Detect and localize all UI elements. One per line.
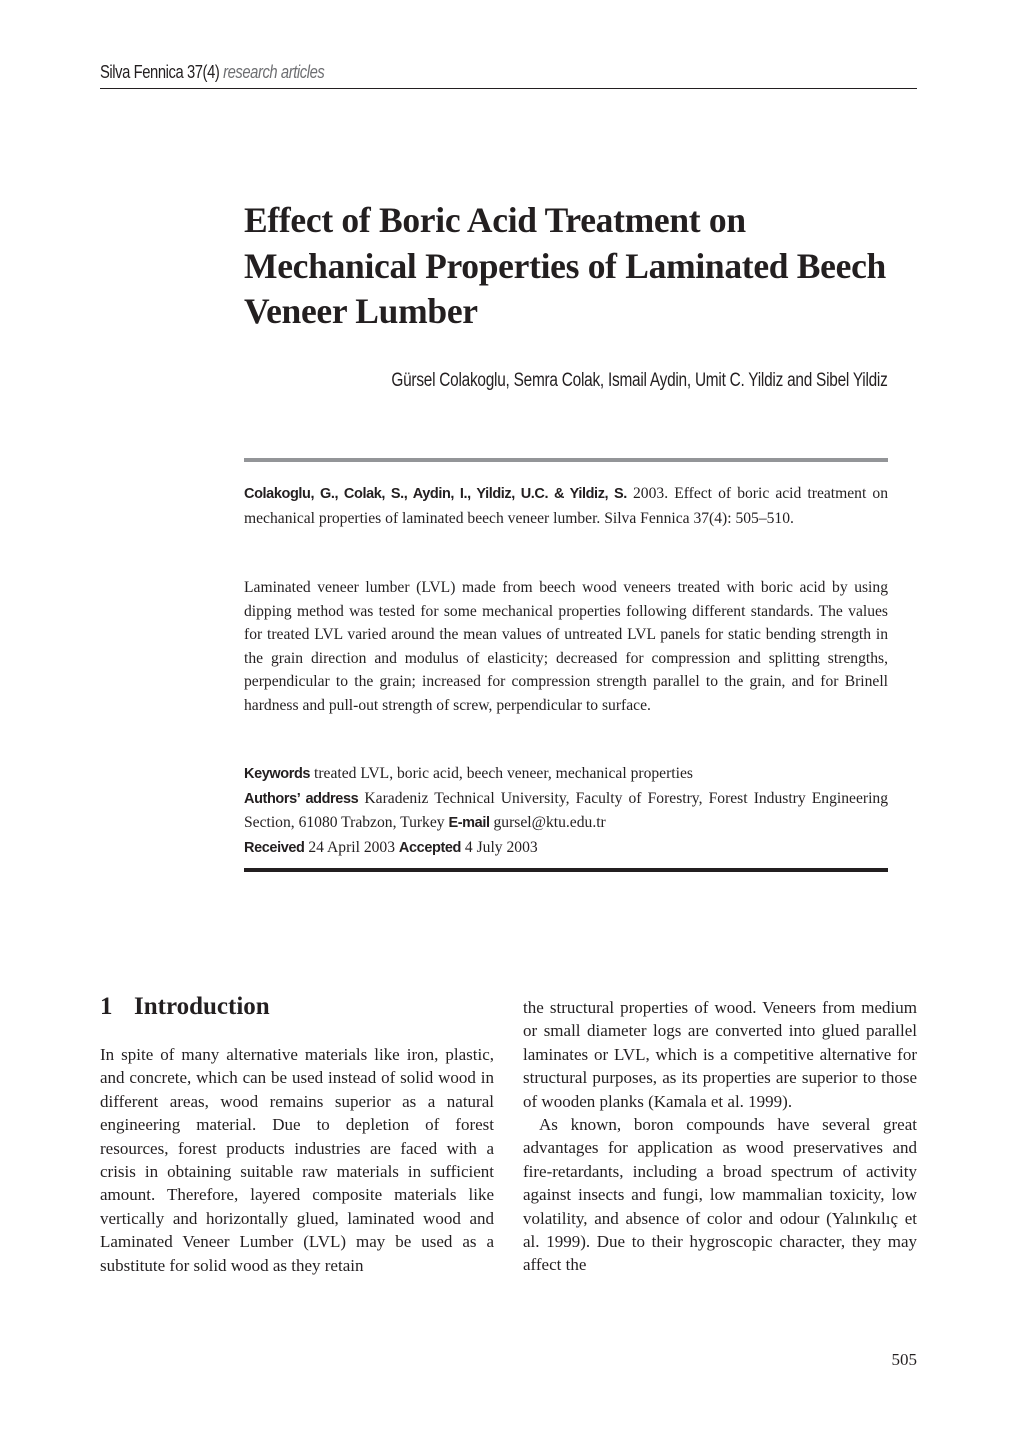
intro-paragraph-2: As known, boron compounds have several great advantages for application as wood preservatives and fire-retardants, including a broad spectrum of activity against insects and fungi, low mammalian toxicity, low volatility, and absence of color and odour (Yalınkılıç et al. 1999). Due to their hygroscopic character, they may affect the [523,1115,917,1275]
body-column-left [100,1043,494,1277]
abstract-top-rule [244,458,888,462]
citation-authors: Colakoglu, G., Colak, S., Aydin, I., Yildiz, U.C. & Yildiz, S. [244,486,627,502]
page-number: 505 [891,1350,917,1369]
intro-paragraph-1: In spite of many alternative materials like iron, plastic, and concrete, which can be used instead of solid wood in different areas, wood remains superior as a natural engineering material. Due to depletion of forest resources, forest products industries are faced with a crisis in obtaining suitable raw materials in sufficient amount. Therefore, layered composite materials like vertically and horizontally glued, laminated wood and Laminated Veneer Lumber (LVL) may be used as a substitute for solid wood as they retain [100,1045,494,1275]
abstract: Laminated veneer lumber (LVL) made from beech wood veneers treated with boric acid by using dipping method was tested for some mechanical properties following different standards. The values for treated LVL varied around the mean values of untreated LVL panels for static bending strength in the grain direction and modulus of elasticity; decreased for compression and splitting strengths, perpendicular to the grain; increased for compression strength parallel to the grain, and for Brinell hardness and pull-out strength of screw, perpendicular to surface. [244,579,888,714]
keywords-line: Keywords treated LVL, boric acid, beech veneer, mechanical properties [244,765,693,782]
intro-paragraph-1-continued: the structural properties of wood. Veneers from medium or small diameter logs are converted into glued parallel laminates or LVL, which is a competitive alternative for structural purposes, as its properties are superior to those of wooden planks (Kamala et al. 1999). [523,998,917,1111]
address-line: Authors’ address Karadeniz Technical University, Faculty of Forestry, Forest Industry Engineering Section, 61080 Trabzon, Turkey E-mail gursel@ktu.edu.tr [244,789,888,831]
body-column-right [523,996,917,1277]
author-list: Gürsel Colakoglu, Semra Colak, Ismail Aydin, Umit C. Yildiz and Sibel Yildiz [391,370,888,391]
email-link[interactable]: gursel@ktu.edu.tr [489,814,606,831]
abstract-bottom-rule [244,868,888,872]
journal-name: Silva Fennica 37(4) research articles [100,62,325,82]
article-meta [244,762,888,860]
running-header [100,60,917,89]
dates-line: Received 24 April 2003 Accepted 4 July 2003 [244,838,538,856]
citation-text: 2003. Effect of boric acid treatment on mechanical properties of laminated beech veneer lumber. Silva Fennica 37(4): 505–510. [244,485,888,527]
email-label: E-mail [448,815,490,831]
article-title: Effect of Boric Acid Treatment on Mechanical Properties of Laminated Beech Veneer Lumber [244,200,886,331]
citation [244,482,888,530]
section-label: research articles [223,62,325,82]
section-heading-introduction: 1 Introduction [100,993,270,1020]
